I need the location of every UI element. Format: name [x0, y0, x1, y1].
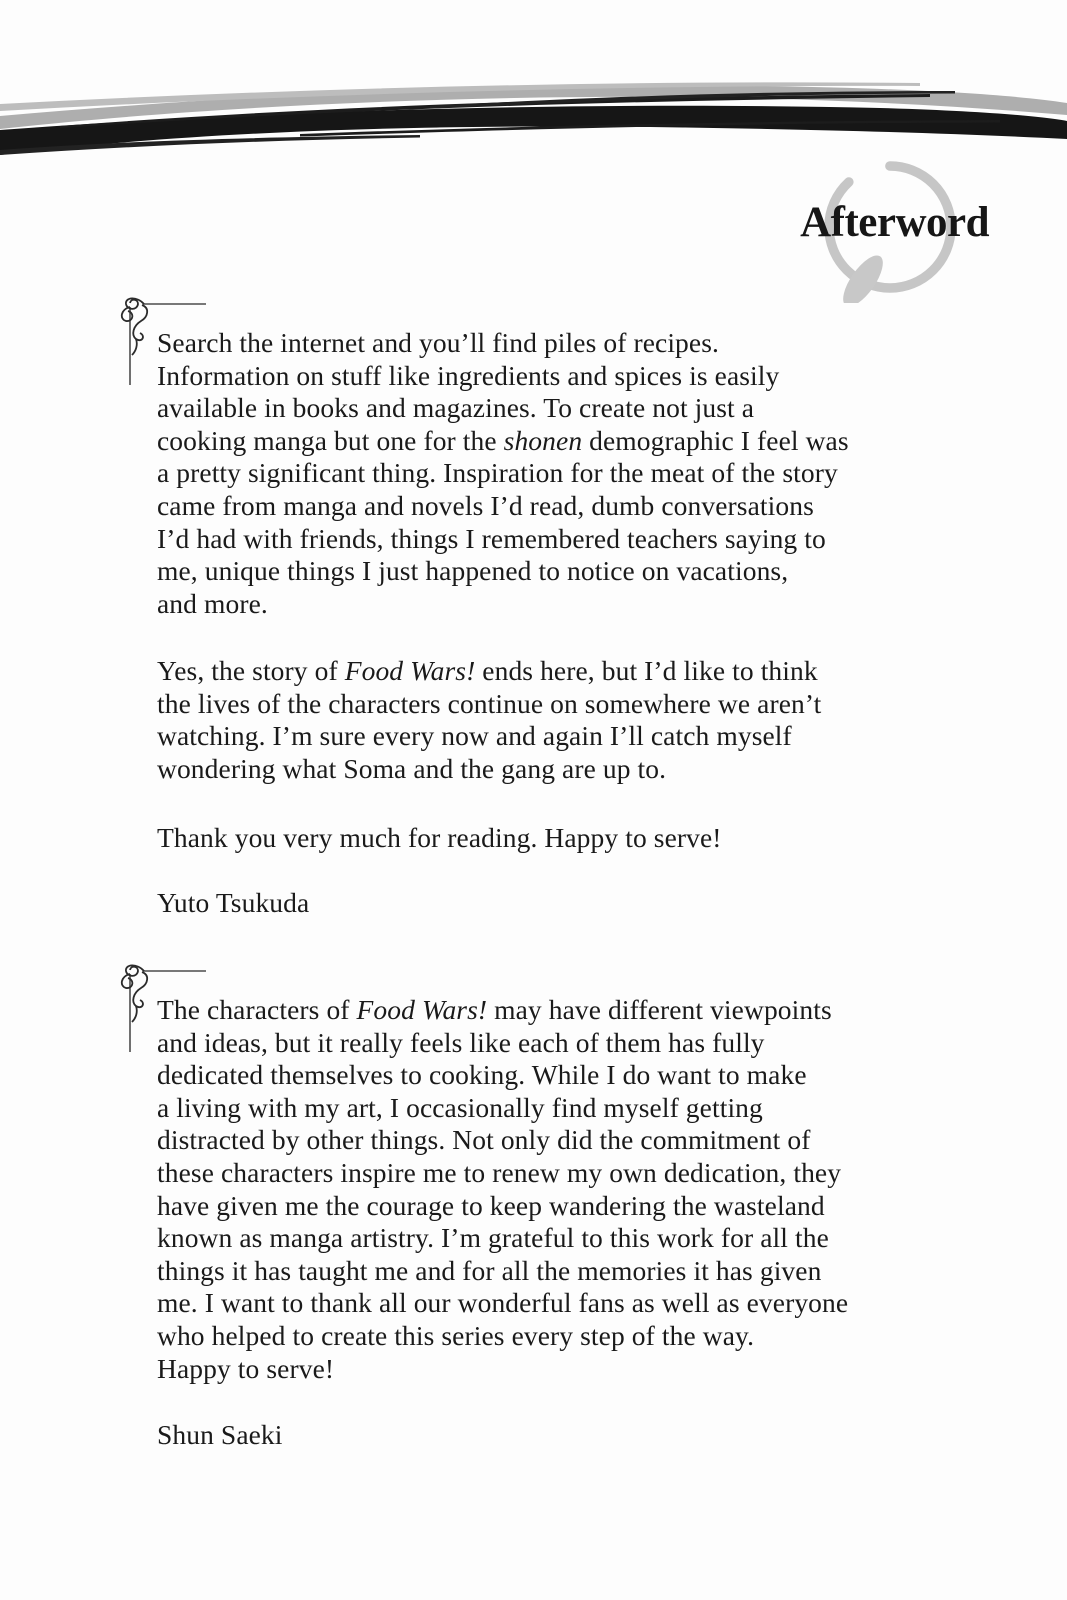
text-segment: wondering what Soma and the gang are up to. [157, 752, 667, 784]
text-segment: and more. [157, 587, 268, 619]
text-line [157, 1190, 848, 1223]
text-line [157, 688, 821, 721]
italic-text: Food Wars! [356, 994, 488, 1025]
text-segment: have given me the courage to keep wandering the wasteland [157, 1189, 825, 1221]
text-segment: Information on stuff like ingredients and spices is easily [157, 359, 780, 391]
text-segment: known as manga artistry. I’m grateful to this work for all the [157, 1222, 829, 1254]
text-segment: Search the internet and you’ll find piles of recipes. [157, 327, 719, 358]
signature-yuto-tsukuda: Yuto Tsukuda [157, 887, 310, 918]
text-segment: dedicated themselves to cooking. While I do want to make [157, 1059, 807, 1091]
text-line [157, 720, 821, 753]
text-segment: The characters of [157, 994, 357, 1025]
text-line [157, 457, 849, 490]
text-line [157, 1027, 848, 1060]
text-segment: me, unique things I just happened to notice on vacations, [157, 555, 789, 587]
text-segment: Happy to serve! [157, 1352, 335, 1384]
text-line [157, 555, 849, 588]
italic-text: shonen [503, 424, 583, 456]
text-segment: things it has taught me and for all the memories it has given [157, 1254, 822, 1286]
text-segment: distracted by other things. Not only did the commitment of [157, 1124, 811, 1156]
paragraph [157, 994, 848, 1385]
text-line [157, 1222, 848, 1255]
text-line [157, 1059, 848, 1092]
text-segment: Yes, the story of [157, 655, 345, 686]
text-segment: available in books and magazines. To create not just a [157, 392, 755, 424]
signature-shun-saeki: Shun Saeki [157, 1419, 283, 1450]
text-line [157, 753, 821, 786]
text-line [157, 1092, 848, 1125]
text-segment: ends here, but I’d like to think [475, 655, 818, 686]
text-segment: cooking manga but one for the [157, 424, 504, 456]
text-segment: demographic I feel was [582, 424, 849, 456]
text-segment: who helped to create this series every step of the way. [157, 1319, 755, 1351]
text-line [157, 655, 821, 688]
text-segment: came from manga and novels I’d read, dumb conversations [157, 489, 814, 521]
text-segment: I’d had with friends, things I remembered teachers saying to [157, 522, 826, 554]
text-segment: Thank you very much for reading. Happy to serve! [157, 822, 722, 853]
text-segment: the lives of the characters continue on somewhere we aren’t [157, 687, 822, 719]
text-line [157, 327, 849, 360]
text-line [157, 425, 849, 458]
brush-stroke-art [0, 0, 1067, 175]
text-line [157, 1157, 848, 1190]
text-line [157, 994, 848, 1027]
text-segment: these characters inspire me to renew my own dedication, they [157, 1156, 842, 1188]
paragraph [157, 822, 722, 855]
text-line [157, 588, 849, 621]
text-line [157, 1255, 848, 1288]
paragraph [157, 327, 849, 620]
text-line [157, 490, 849, 523]
text-segment: a pretty significant thing. Inspiration for the meat of the story [157, 457, 838, 489]
text-line [157, 1320, 848, 1353]
text-segment: a living with my art, I occasionally find myself getting [157, 1091, 763, 1123]
text-segment: may have different viewpoints [487, 994, 832, 1025]
text-line [157, 523, 849, 556]
text-line [157, 822, 722, 855]
text-segment: watching. I’m sure every now and again I’ll catch myself [157, 720, 792, 752]
text-line [157, 392, 849, 425]
text-segment: and ideas, but it really feels like each of them has fully [157, 1026, 765, 1058]
text-line [157, 360, 849, 393]
text-line [157, 1287, 848, 1320]
text-segment: me. I want to thank all our wonderful fans as well as everyone [157, 1287, 849, 1319]
paragraph [157, 655, 821, 785]
text-line [157, 1124, 848, 1157]
page-title: Afterword [800, 199, 989, 246]
italic-text: Food Wars! [344, 655, 476, 686]
text-line [157, 1353, 848, 1386]
